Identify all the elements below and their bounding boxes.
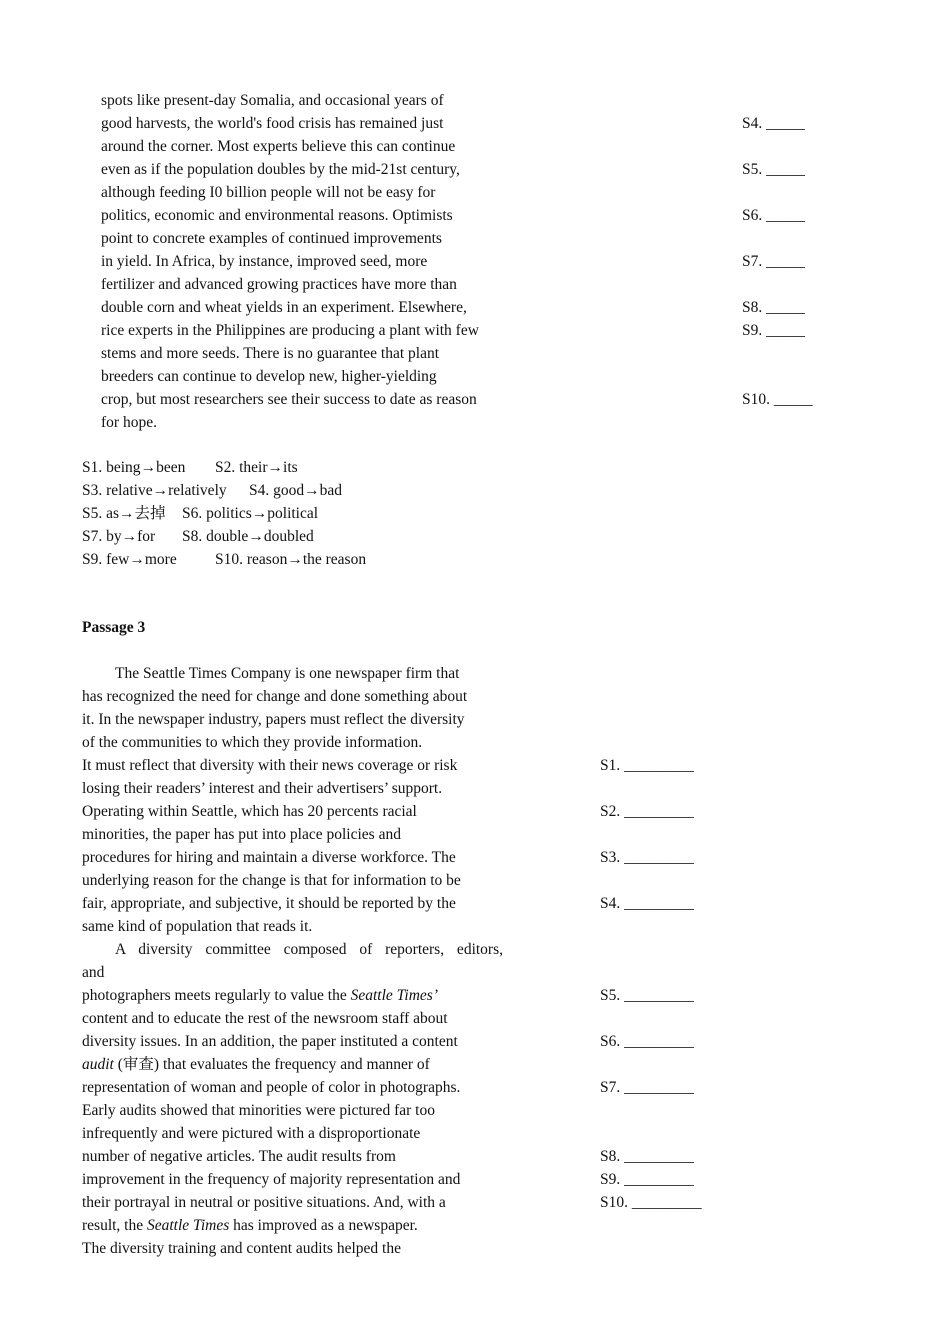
passage-line: fair, appropriate, and subjective, it should be reported by the	[82, 895, 456, 912]
answer-item: S9. few→more	[82, 551, 177, 568]
answer-blank[interactable]: S6. _________	[600, 1033, 694, 1050]
answer-item: S3. relative→relatively	[82, 482, 227, 499]
answer-blank[interactable]: S8. _________	[600, 1148, 694, 1165]
passage-line: even as if the population doubles by the mid-21st century,	[101, 161, 460, 178]
passage-line: of the communities to which they provide information.	[82, 734, 423, 751]
arrow-icon: →	[121, 528, 138, 545]
passage-title: Passage 3	[82, 619, 146, 636]
answer-blank[interactable]: S9. _________	[600, 1171, 694, 1188]
passage-line: number of negative articles. The audit results from	[82, 1148, 396, 1165]
passage-line: has recognized the need for change and done something about	[82, 688, 468, 705]
arrow-icon: →	[267, 459, 284, 476]
passage-line: The Seattle Times Company is one newspaper firm that	[115, 665, 460, 682]
answer-item: S6. politics→political	[182, 505, 319, 522]
passage-line: politics, economic and environmental reasons. Optimists	[101, 207, 453, 224]
answer-blank[interactable]: S10. _________	[600, 1194, 702, 1211]
answer-item: S2. their→its	[215, 459, 298, 476]
passage-line: breeders can continue to develop new, higher-yielding	[101, 368, 437, 385]
passage-line: their portrayal in neutral or positive situations. And, with a	[82, 1194, 446, 1211]
arrow-icon: →	[129, 551, 145, 568]
answer-blank[interactable]: S2. _________	[600, 803, 694, 820]
answer-item: S5. as→去掉	[82, 505, 166, 522]
answer-blank[interactable]: S9. _____	[742, 322, 805, 339]
passage-line: audit (审查) that evaluates the frequency and manner of	[82, 1056, 430, 1073]
passage-line: same kind of population that reads it.	[82, 918, 313, 935]
passage-line: although feeding I0 billion people will not be easy for	[101, 184, 436, 201]
passage-line: It must reflect that diversity with their news coverage or risk	[82, 757, 458, 774]
answer-blank[interactable]: S10. _____	[742, 391, 813, 408]
answer-blank[interactable]: S7. _____	[742, 253, 805, 270]
passage-line: in yield. In Africa, by instance, improved seed, more	[101, 253, 428, 270]
passage-line: Operating within Seattle, which has 20 percents racial	[82, 803, 417, 820]
passage-line: rice experts in the Philippines are producing a plant with few	[101, 322, 479, 339]
passage-line: around the corner. Most experts believe this can continue	[101, 138, 456, 155]
passage-line: spots like present-day Somalia, and occasional years of	[101, 92, 444, 109]
arrow-icon: →	[152, 482, 169, 499]
answer-blank[interactable]: S3. _________	[600, 849, 694, 866]
passage-line: it. In the newspaper industry, papers must reflect the diversity	[82, 711, 465, 728]
passage-line: content and to educate the rest of the newsroom staff about	[82, 1010, 448, 1027]
passage-line: result, the Seattle Times has improved as a newspaper.	[82, 1217, 418, 1234]
passage-line: good harvests, the world's food crisis has remained just	[101, 115, 444, 132]
answer-item: S10. reason→the reason	[215, 551, 367, 568]
arrow-icon: →	[119, 505, 135, 522]
answer-blank[interactable]: S6. _____	[742, 207, 805, 224]
passage-line: point to concrete examples of continued improvements	[101, 230, 442, 247]
passage-line: for hope.	[101, 414, 157, 431]
answer-blank[interactable]: S7. _________	[600, 1079, 694, 1096]
passage-line: stems and more seeds. There is no guarantee that plant	[101, 345, 440, 362]
arrow-icon: →	[304, 482, 320, 499]
passage-line: Early audits showed that minorities were pictured far too	[82, 1102, 435, 1119]
passage-line: A diversity committee composed of reporters, editors,	[115, 941, 503, 958]
passage-line: fertilizer and advanced growing practices have more than	[101, 276, 457, 293]
passage-line: representation of woman and people of color in photographs.	[82, 1079, 461, 1096]
answer-item: S7. by→for	[82, 528, 156, 545]
passage-line: improvement in the frequency of majority representation and	[82, 1171, 461, 1188]
arrow-icon: →	[287, 551, 303, 568]
answer-blank[interactable]: S5. _________	[600, 987, 694, 1004]
passage-line: underlying reason for the change is that for information to be	[82, 872, 461, 889]
answer-item: S8. double→doubled	[182, 528, 314, 545]
answer-blank[interactable]: S4. _________	[600, 895, 694, 912]
answer-item: S4. good→bad	[249, 482, 343, 499]
passage-line: and	[82, 964, 105, 981]
passage-line: double corn and wheat yields in an experiment. Elsewhere,	[101, 299, 467, 316]
passage-line: losing their readers’ interest and their advertisers’ support.	[82, 780, 443, 797]
arrow-icon: →	[140, 459, 157, 476]
passage-line: procedures for hiring and maintain a diverse workforce. The	[82, 849, 456, 866]
answer-blank[interactable]: S5. _____	[742, 161, 805, 178]
passage-line: diversity issues. In an addition, the paper instituted a content	[82, 1033, 458, 1050]
passage-line: crop, but most researchers see their success to date as reason	[101, 391, 477, 408]
arrow-icon: →	[251, 505, 268, 522]
passage-line: photographers meets regularly to value the Seattle Times’	[82, 987, 438, 1004]
passage-line: infrequently and were pictured with a disproportionate	[82, 1125, 421, 1142]
answer-item: S1. being→been	[82, 459, 186, 476]
arrow-icon: →	[248, 528, 264, 545]
answer-blank[interactable]: S1. _________	[600, 757, 694, 774]
answer-blank[interactable]: S4. _____	[742, 115, 805, 132]
passage-line: The diversity training and content audits helped the	[82, 1240, 401, 1257]
answer-blank[interactable]: S8. _____	[742, 299, 805, 316]
passage-line: minorities, the paper has put into place policies and	[82, 826, 401, 843]
